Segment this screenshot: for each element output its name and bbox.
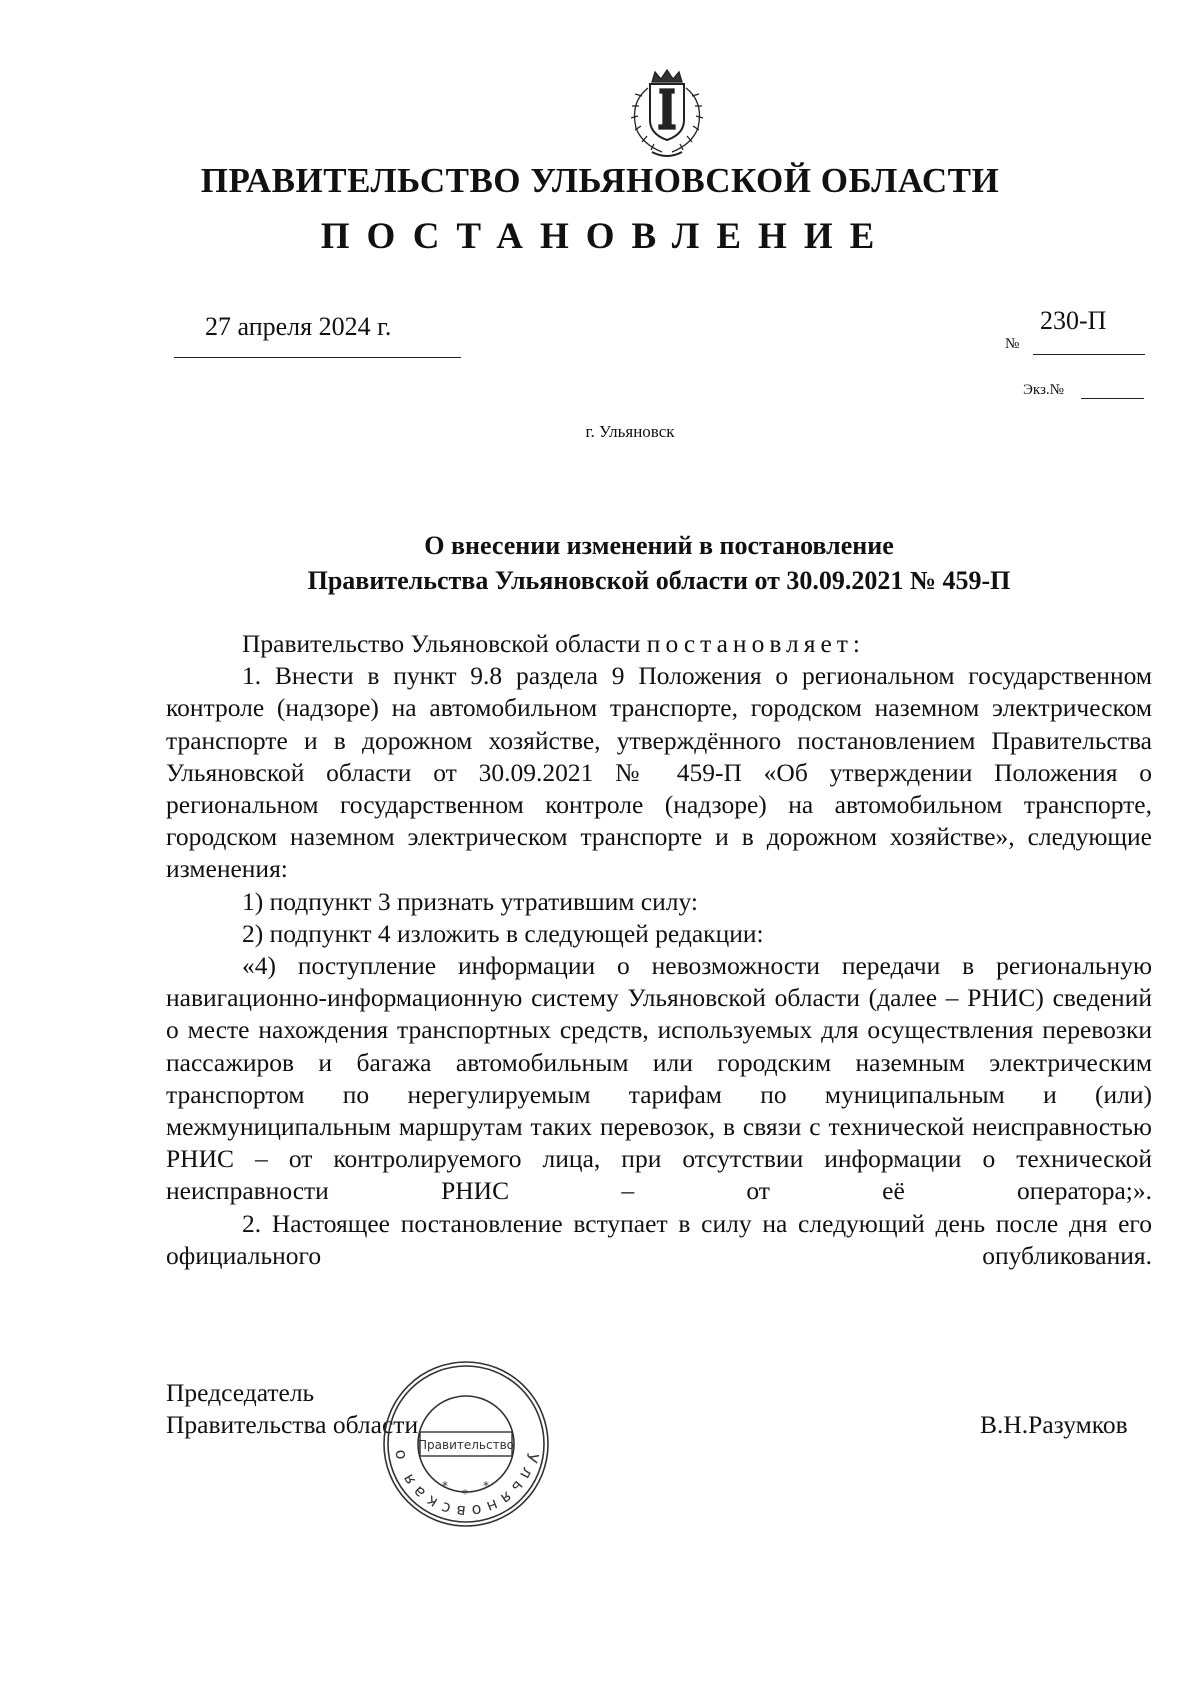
date-underline — [174, 357, 461, 358]
document-number: 230-П — [1040, 306, 1107, 335]
paragraph-sub-1: 1) подпункт 3 признать утратившим силу: — [242, 886, 698, 916]
document-date: 27 апреля 2024 г. — [205, 312, 392, 341]
intro-text: Правительство Ульяновской области — [242, 629, 641, 658]
svg-text:*: * — [442, 1479, 448, 1493]
paragraph-quote: «4) поступление информации о невозможности передачи в региональную навигационно-информационную систему Ульяновской области (далее – РНИС) сведений о месте нахождения транспортных средств, используемых для осуществления перевозки пассажиров и багажа автомобильным или городским наземным электрическим транспортом по нерегулируемым тарифам по муниципальным и (или) межмуниципальным маршрутам таких перевозок, в связи с технической неисправностью РНИС – от контролируемого лица, при отсутствии информации о технической неисправности РНИС – от её оператора;». — [166, 951, 1152, 1206]
intro-paragraph — [166, 628, 1152, 660]
intro-verb: постановляет: — [646, 629, 866, 658]
city-label: г. Ульяновск — [585, 422, 675, 441]
document-type-title: ПОСТАНОВЛЕНИЕ — [320, 216, 892, 257]
document-subject — [166, 528, 1152, 598]
government-title: ПРАВИТЕЛЬСТВО УЛЬЯНОВСКОЙ ОБЛАСТИ — [200, 161, 1000, 200]
seal-ring-text: Ульяновская область — [372, 1343, 543, 1522]
copy-number-underline — [1081, 398, 1144, 399]
signatory-position-line-2: Правительства области — [166, 1410, 419, 1439]
subject-line-2: Правительства Ульяновской области от 30.09.2021 № 459-П — [307, 566, 1011, 595]
copy-number-label: Экз.№ — [1023, 382, 1064, 398]
number-sign-label: № — [1005, 336, 1020, 352]
coat-of-arms-icon — [612, 68, 722, 163]
svg-text:*: * — [483, 1479, 489, 1493]
signatory-position-line-1: Председатель — [166, 1378, 315, 1407]
document-body — [166, 628, 1152, 1272]
official-seal-stamp — [372, 1343, 552, 1530]
subject-line-1: О внесении изменений в постановление — [424, 531, 894, 560]
paragraph-item-2: 2. Настоящее постановление вступает в силу на следующий день после дня его официального опубликования. — [166, 1208, 1152, 1270]
svg-text:*: * — [462, 1487, 468, 1501]
paragraph-sub-2: 2) подпункт 4 изложить в следующей редакции: — [242, 918, 764, 948]
signatory-name: В.Н.Разумков — [980, 1410, 1128, 1439]
paragraph-item-1: 1. Внести в пункт 9.8 раздела 9 Положения о региональном государственном контроле (надзоре) на автомобильном транспорте, городском наземном электрическом транспорте и в дорожном хозяйстве, утверждённого постановлением Правительства Ульяновской области от 30.09.2021 № 459-П «Об утверждении Положения о региональном государственном контроле (надзоре) на автомобильном транспорте, городском наземном электрическом транспорте и в дорожном хозяйстве», следующие изменения: — [166, 661, 1152, 884]
seal-center-text: Правительство — [418, 1438, 514, 1452]
number-underline — [1033, 354, 1145, 355]
